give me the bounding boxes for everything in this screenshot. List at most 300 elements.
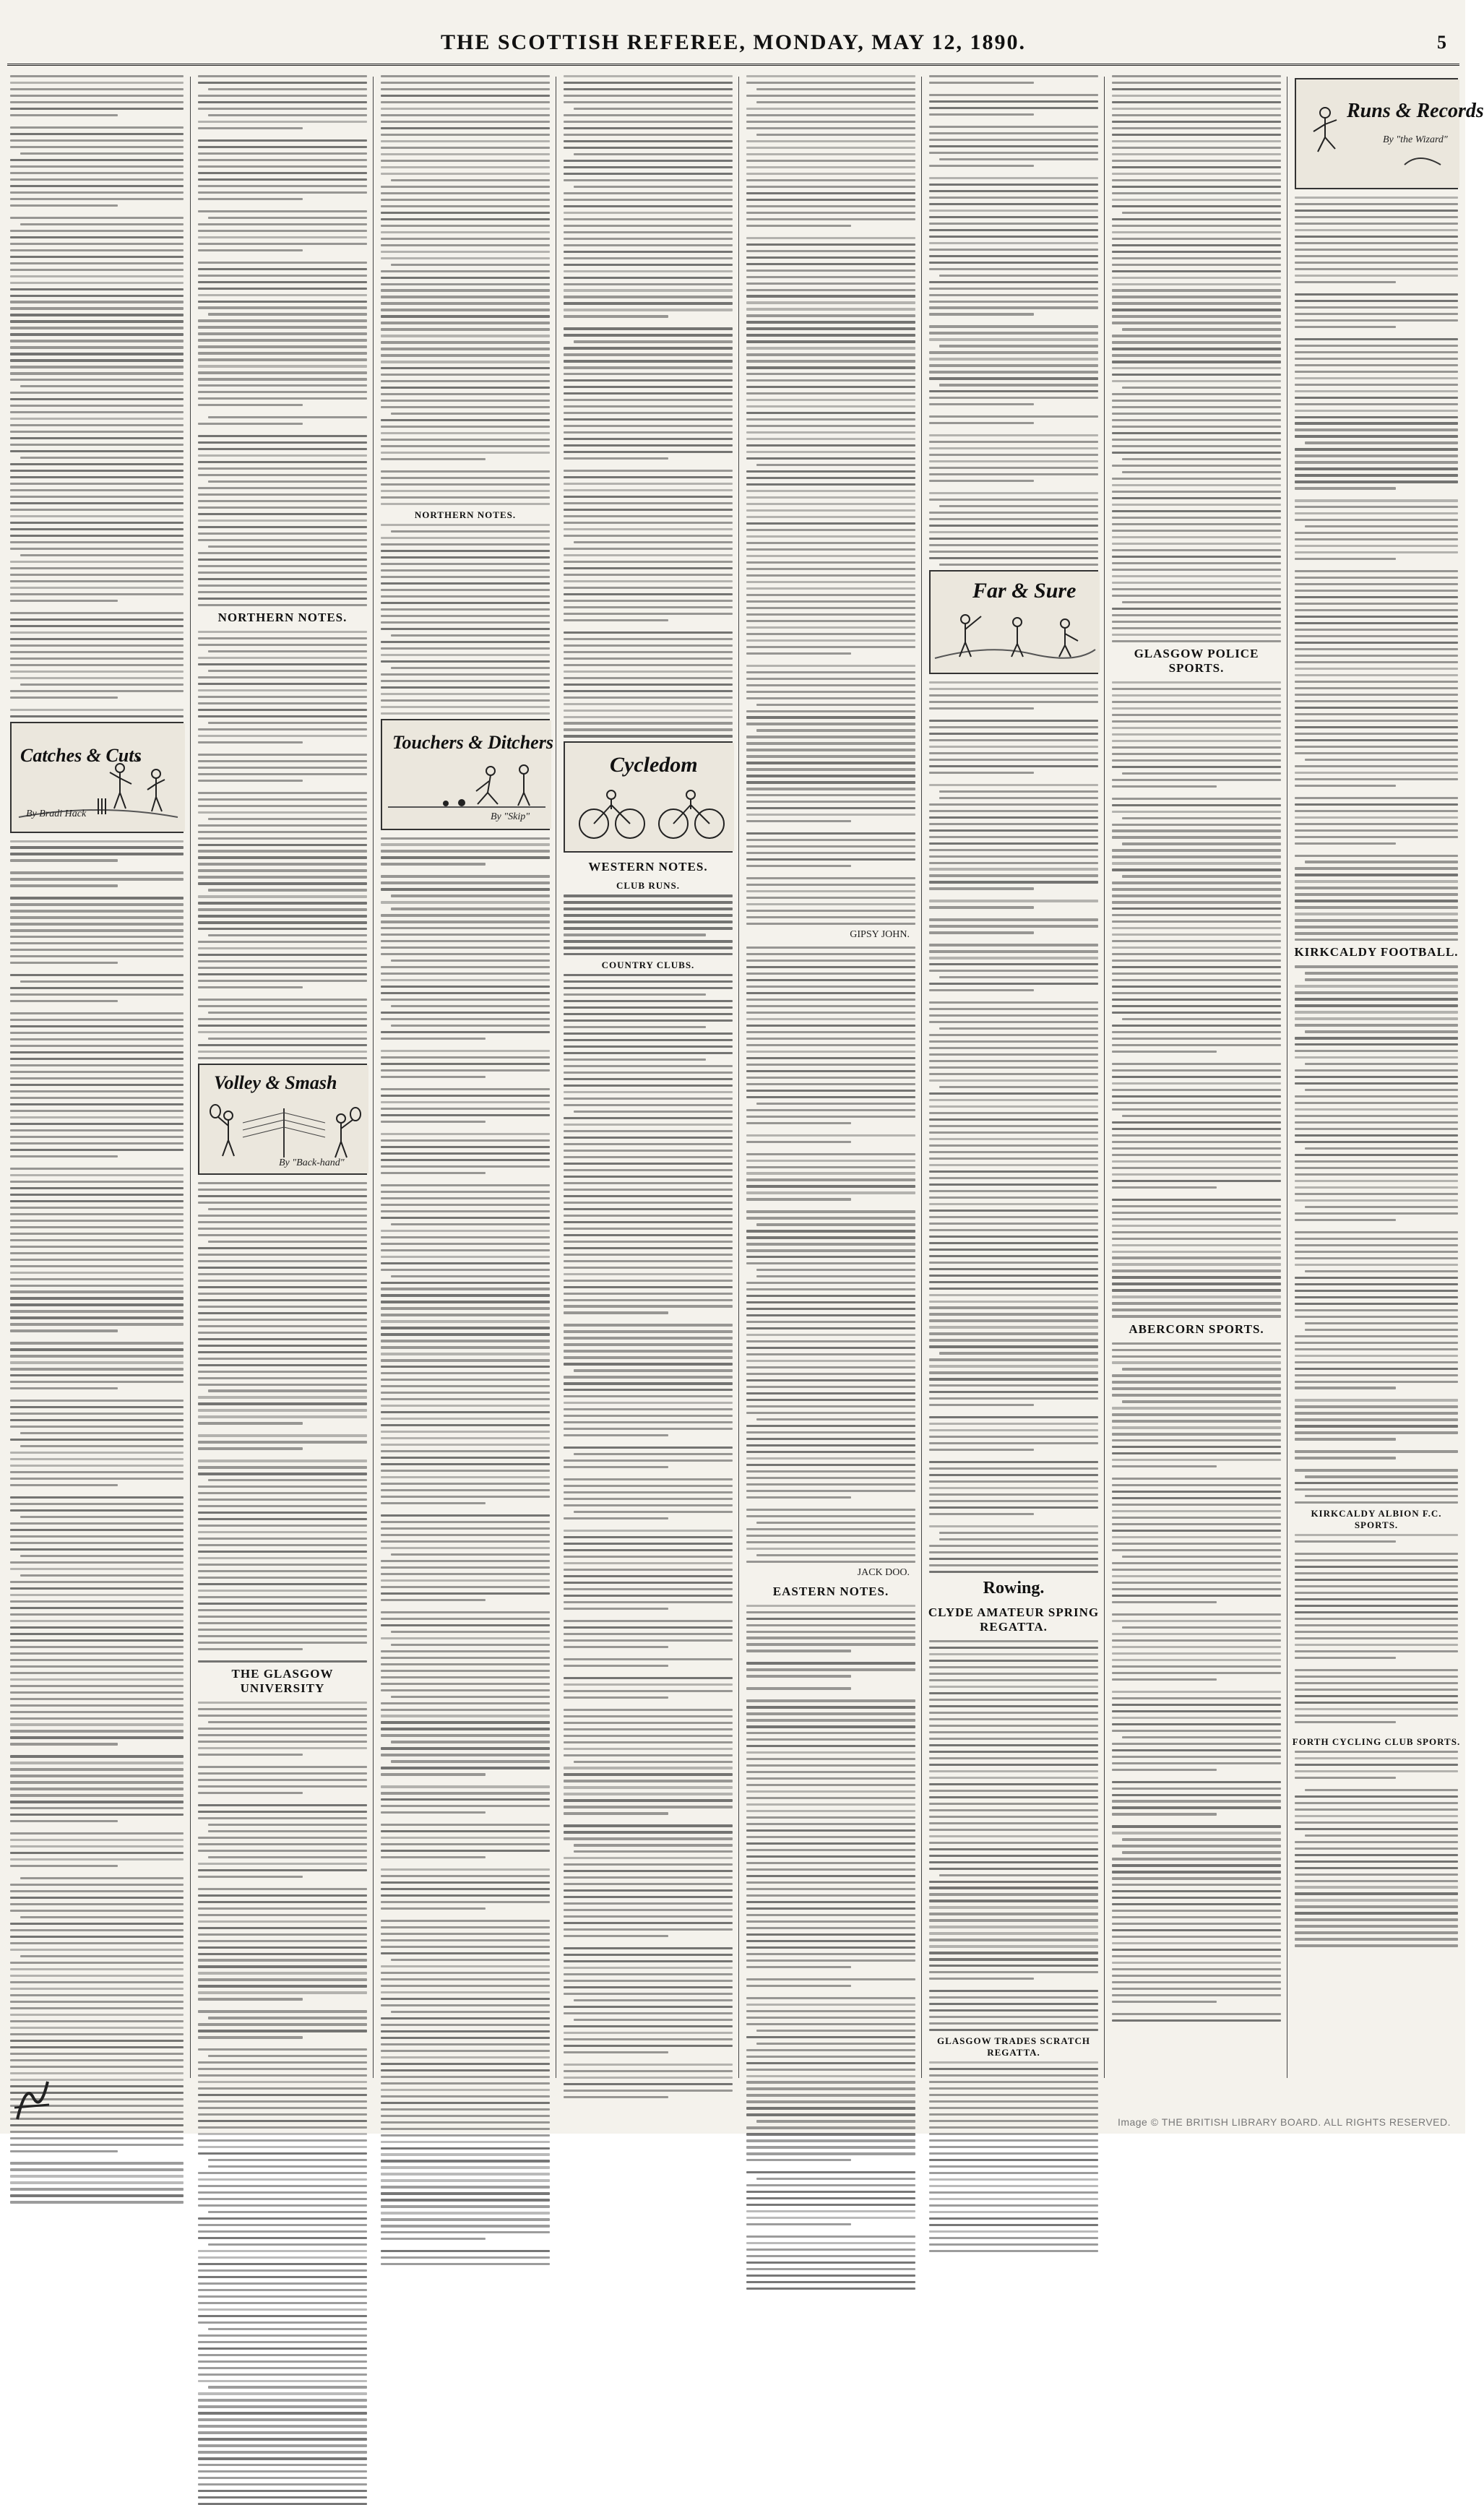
text-line	[198, 1564, 367, 1566]
text-line	[198, 1894, 367, 1897]
text-line	[10, 146, 184, 148]
text-line	[929, 1906, 1098, 1908]
text-line	[20, 980, 184, 983]
text-line	[208, 1208, 367, 1210]
text-line	[564, 1013, 733, 1015]
text-line	[564, 347, 733, 349]
text-line	[208, 546, 367, 548]
text-line	[381, 576, 550, 578]
article-text	[1108, 75, 1285, 642]
text-line	[929, 184, 1098, 186]
paragraph-gap	[1295, 1463, 1458, 1469]
text-line	[1122, 1368, 1281, 1370]
text-line	[10, 671, 184, 673]
text-line	[1295, 1199, 1458, 1202]
text-line	[929, 1404, 1034, 1406]
text-line	[746, 2242, 915, 2244]
text-line	[381, 212, 550, 214]
text-line	[10, 1329, 118, 1332]
text-line	[929, 75, 1098, 77]
text-line	[756, 2120, 915, 2122]
text-line	[381, 1038, 486, 1040]
text-line	[1295, 532, 1458, 534]
text-line	[381, 1850, 550, 1852]
text-line	[10, 2150, 118, 2152]
text-line	[564, 522, 733, 524]
text-line	[929, 216, 1098, 218]
text-line	[564, 1870, 733, 1872]
text-line	[1295, 939, 1458, 941]
article-text	[1290, 197, 1462, 941]
text-line	[929, 1144, 1098, 1147]
text-line	[381, 2050, 550, 2052]
text-line	[1112, 166, 1281, 168]
text-line	[381, 432, 550, 434]
text-line	[564, 1330, 733, 1332]
text-line	[198, 709, 367, 711]
text-line	[1295, 1412, 1458, 1414]
text-line	[381, 361, 550, 363]
text-line	[1112, 439, 1281, 441]
text-line	[929, 94, 1098, 96]
text-line	[746, 2191, 915, 2193]
text-line	[564, 2012, 733, 2014]
text-line	[208, 1479, 367, 1481]
text-line	[381, 602, 550, 604]
text-line	[381, 1868, 550, 1871]
text-line	[10, 1387, 118, 1389]
text-line	[198, 526, 367, 528]
article-text	[1108, 1342, 1285, 2022]
text-line	[1112, 426, 1281, 428]
text-line	[198, 2470, 367, 2472]
text-line	[198, 165, 367, 168]
text-line	[746, 877, 915, 879]
text-line	[1112, 1420, 1281, 1422]
text-line	[929, 2068, 1098, 2070]
text-line	[10, 217, 184, 219]
text-line	[198, 1260, 367, 1262]
text-line	[929, 707, 1034, 710]
text-line	[1112, 1756, 1281, 1758]
text-line	[564, 1421, 733, 1423]
paragraph-gap	[381, 1914, 550, 1920]
text-line	[1295, 416, 1458, 418]
text-line	[198, 2334, 367, 2337]
text-line	[746, 1719, 915, 1721]
text-line	[381, 1798, 550, 1801]
text-line	[1112, 1794, 1281, 1796]
text-line	[10, 923, 184, 925]
text-line	[929, 1474, 1098, 1476]
text-line	[381, 134, 550, 136]
text-line	[198, 1247, 367, 1249]
text-line	[381, 2076, 550, 2078]
article-text	[925, 75, 1103, 566]
text-line	[10, 108, 184, 110]
text-line	[746, 1764, 915, 1767]
text-line	[381, 569, 550, 572]
text-line	[198, 1312, 367, 1314]
text-line	[564, 270, 733, 272]
text-line	[746, 671, 915, 673]
text-line	[929, 1660, 1098, 1662]
text-line	[381, 2134, 550, 2137]
text-line	[1295, 726, 1458, 728]
text-line	[564, 1091, 733, 1093]
text-line	[1112, 192, 1281, 194]
text-line	[564, 257, 733, 259]
text-line	[10, 1903, 184, 1905]
text-line	[746, 1057, 915, 1059]
text-line	[10, 1633, 184, 1635]
text-line	[564, 412, 733, 414]
text-line	[10, 282, 184, 284]
paragraph-gap	[10, 1827, 184, 1832]
text-line	[10, 840, 184, 842]
text-line	[198, 1817, 367, 1819]
text-line	[391, 1631, 550, 1633]
text-line	[198, 1499, 367, 1501]
text-line	[1112, 575, 1281, 577]
text-line	[10, 1025, 184, 1027]
text-line	[10, 871, 184, 874]
text-line	[564, 1434, 668, 1436]
text-line	[198, 1538, 367, 1540]
paragraph-gap	[929, 410, 1098, 415]
text-line	[381, 1463, 550, 1465]
text-line	[1295, 590, 1458, 592]
text-line	[1295, 1854, 1458, 1856]
text-line	[564, 1182, 733, 1184]
text-line	[391, 1741, 550, 1743]
text-line	[1295, 1808, 1458, 1811]
text-line	[746, 1483, 915, 1486]
text-line	[1295, 1160, 1458, 1163]
text-line	[10, 483, 184, 485]
paragraph-gap	[929, 894, 1098, 900]
text-line	[381, 1728, 550, 1730]
text-line	[381, 503, 550, 505]
text-line	[929, 525, 1098, 527]
text-line	[198, 2237, 367, 2239]
text-line	[564, 1176, 733, 1178]
text-line	[756, 2178, 915, 2180]
text-line	[564, 1620, 733, 1622]
text-line	[746, 1373, 915, 1375]
text-line	[939, 275, 1098, 277]
text-line	[1112, 1302, 1281, 1304]
text-line	[1112, 1723, 1281, 1725]
text-line	[746, 2113, 915, 2116]
text-line	[208, 650, 367, 652]
text-line	[391, 530, 550, 533]
text-line	[10, 2066, 184, 2068]
paragraph-gap	[929, 88, 1098, 94]
text-line	[10, 2001, 184, 2003]
runs-records-byline: By "the Wizard"	[1383, 134, 1448, 145]
paragraph-gap	[198, 256, 367, 262]
text-line	[746, 1109, 915, 1111]
text-line	[929, 454, 1098, 456]
paragraph-gap	[1295, 1547, 1458, 1553]
text-line	[1305, 1475, 1458, 1478]
text-line	[746, 1314, 915, 1316]
text-line	[1112, 1381, 1281, 1383]
text-line	[929, 351, 1098, 353]
paragraph-gap	[1112, 1472, 1281, 1478]
paragraph-gap	[198, 786, 367, 792]
text-line	[1112, 1484, 1281, 1486]
text-line	[1112, 849, 1281, 851]
text-line	[929, 1183, 1098, 1186]
text-line	[10, 949, 184, 951]
text-line	[10, 697, 118, 699]
article-text	[925, 1640, 1103, 2031]
text-line	[929, 1881, 1098, 1883]
far-sure-illustration	[929, 570, 1098, 674]
signature: GIPSY JOHN.	[850, 929, 910, 940]
text-line	[10, 1084, 184, 1086]
text-line	[10, 1717, 184, 1720]
text-line	[10, 1213, 184, 1215]
text-line	[746, 788, 915, 790]
text-line	[381, 2212, 550, 2214]
text-line	[10, 1535, 184, 1538]
text-line	[381, 238, 550, 240]
text-line	[381, 927, 550, 929]
text-line	[10, 1194, 184, 1196]
text-line	[381, 1637, 550, 1639]
text-line	[10, 1406, 184, 1408]
text-line	[1295, 1848, 1458, 1850]
paragraph-gap	[564, 1941, 733, 1947]
text-line	[10, 463, 184, 465]
text-line	[564, 1006, 733, 1009]
text-line	[1112, 1929, 1281, 1931]
text-line	[929, 190, 1098, 192]
text-line	[381, 1618, 550, 1620]
text-line	[381, 1191, 550, 1193]
text-line	[198, 423, 303, 425]
text-line	[756, 1103, 915, 1105]
text-line	[381, 2186, 550, 2188]
text-line	[564, 716, 733, 718]
text-line	[1295, 1689, 1458, 1691]
text-line	[381, 1333, 550, 1335]
text-line	[929, 1770, 1098, 1772]
text-line	[746, 1548, 915, 1550]
text-line	[10, 450, 184, 452]
paragraph-gap	[1295, 288, 1458, 293]
text-line	[198, 384, 367, 387]
text-line	[381, 843, 550, 845]
text-line	[746, 903, 915, 905]
text-line	[1112, 707, 1281, 710]
text-line	[1112, 973, 1281, 975]
paragraph-gap	[1295, 332, 1458, 338]
text-line	[746, 1457, 915, 1460]
text-line	[746, 1631, 915, 1633]
paragraph-gap	[381, 1605, 550, 1611]
text-line	[10, 2046, 184, 2048]
text-line	[1295, 1121, 1458, 1124]
paragraph-gap	[929, 1410, 1098, 1416]
text-line	[1112, 1704, 1281, 1706]
text-line	[10, 1019, 184, 1021]
text-line	[746, 581, 915, 583]
text-line	[1295, 1115, 1458, 1117]
text-line	[198, 1358, 367, 1360]
text-line	[564, 619, 668, 621]
text-line	[929, 918, 1098, 920]
text-line	[198, 1741, 367, 1743]
text-line	[929, 694, 1098, 697]
text-line	[198, 358, 367, 361]
text-line	[746, 283, 915, 285]
text-line	[198, 1319, 367, 1321]
text-line	[564, 302, 733, 304]
text-line	[564, 2051, 668, 2053]
text-line	[564, 1773, 733, 1775]
text-line	[929, 1932, 1098, 1934]
text-line	[198, 2360, 367, 2363]
text-line	[10, 1600, 184, 1603]
text-line	[10, 1994, 184, 1996]
paragraph-gap	[564, 1703, 733, 1709]
text-line	[939, 976, 1098, 978]
text-line	[198, 1590, 367, 1592]
text-line	[1112, 1186, 1217, 1189]
text-line	[939, 1086, 1098, 1088]
text-line	[1112, 1691, 1281, 1693]
text-line	[564, 1137, 733, 1139]
text-line	[564, 1311, 668, 1314]
text-line	[1295, 1777, 1396, 1779]
text-line	[198, 1466, 367, 1468]
text-line	[198, 1616, 367, 1618]
text-line	[929, 551, 1098, 553]
text-line	[10, 191, 184, 194]
text-line	[746, 626, 915, 629]
text-line	[381, 1108, 550, 1110]
text-line	[1112, 1095, 1281, 1098]
text-line	[564, 75, 733, 77]
text-line	[10, 993, 184, 996]
text-line	[198, 391, 367, 393]
text-line	[929, 2165, 1098, 2168]
text-line	[1295, 480, 1458, 483]
text-line	[381, 2108, 550, 2111]
text-line	[1112, 101, 1281, 103]
masthead	[7, 30, 1459, 71]
text-line	[1295, 1770, 1458, 1772]
text-line	[10, 1607, 184, 1609]
text-line	[564, 1045, 733, 1048]
text-line	[198, 2321, 367, 2324]
text-line	[198, 2308, 367, 2311]
text-line	[929, 82, 1034, 84]
text-line	[381, 231, 550, 233]
text-line	[10, 1316, 184, 1319]
text-line	[929, 1744, 1098, 1746]
text-line	[1112, 238, 1281, 240]
text-line	[746, 1334, 915, 1336]
text-line	[10, 470, 184, 472]
text-line	[1112, 497, 1281, 499]
text-line	[198, 689, 367, 691]
text-line	[746, 1611, 915, 1613]
text-line	[10, 340, 184, 342]
text-line	[1112, 1672, 1281, 1674]
text-line	[746, 1090, 915, 1092]
text-line	[746, 2010, 915, 2012]
text-line	[564, 147, 733, 149]
text-line	[1112, 1762, 1281, 1764]
section-heading: WESTERN NOTES.	[588, 860, 708, 874]
runs-records-drawing	[1296, 79, 1459, 188]
text-line	[10, 2033, 184, 2035]
text-line	[198, 1876, 303, 1878]
text-line	[564, 1202, 733, 1204]
text-line	[1295, 1631, 1458, 1633]
text-line	[746, 916, 915, 918]
text-line	[10, 1290, 184, 1293]
text-line	[1112, 289, 1281, 291]
column-6	[925, 75, 1103, 2084]
text-line	[10, 1361, 184, 1363]
text-line	[564, 476, 733, 478]
text-line	[564, 438, 733, 440]
text-line	[381, 1392, 550, 1394]
text-line	[10, 1400, 184, 1402]
text-line	[1112, 868, 1281, 871]
text-line	[198, 1792, 303, 1794]
text-line	[746, 1771, 915, 1773]
text-line	[929, 1493, 1098, 1496]
text-line	[1112, 920, 1281, 923]
text-line	[1122, 817, 1281, 819]
text-line	[746, 1810, 915, 1812]
text-line	[1305, 1030, 1458, 1032]
text-line	[929, 1647, 1098, 1649]
text-line	[198, 1985, 367, 1987]
text-line	[564, 1556, 733, 1558]
text-line	[10, 859, 118, 861]
text-line	[10, 2131, 184, 2133]
text-line	[1112, 1916, 1281, 1918]
text-line	[198, 2120, 367, 2122]
text-line	[1112, 1251, 1281, 1253]
text-line	[198, 371, 367, 374]
text-line	[564, 2090, 733, 2092]
text-line	[564, 238, 733, 240]
text-line	[10, 574, 184, 576]
text-line	[1112, 1063, 1281, 1065]
paragraph-gap	[10, 1871, 184, 1877]
text-line	[198, 1953, 367, 1955]
text-line	[929, 2198, 1098, 2200]
text-line	[208, 1856, 367, 1858]
text-line	[10, 1310, 184, 1312]
text-line	[198, 844, 367, 846]
text-line	[1112, 75, 1281, 77]
text-line	[929, 849, 1098, 851]
text-line	[746, 1288, 915, 1290]
text-line	[1295, 1043, 1458, 1045]
text-line	[20, 223, 184, 225]
text-line	[746, 1295, 915, 1297]
